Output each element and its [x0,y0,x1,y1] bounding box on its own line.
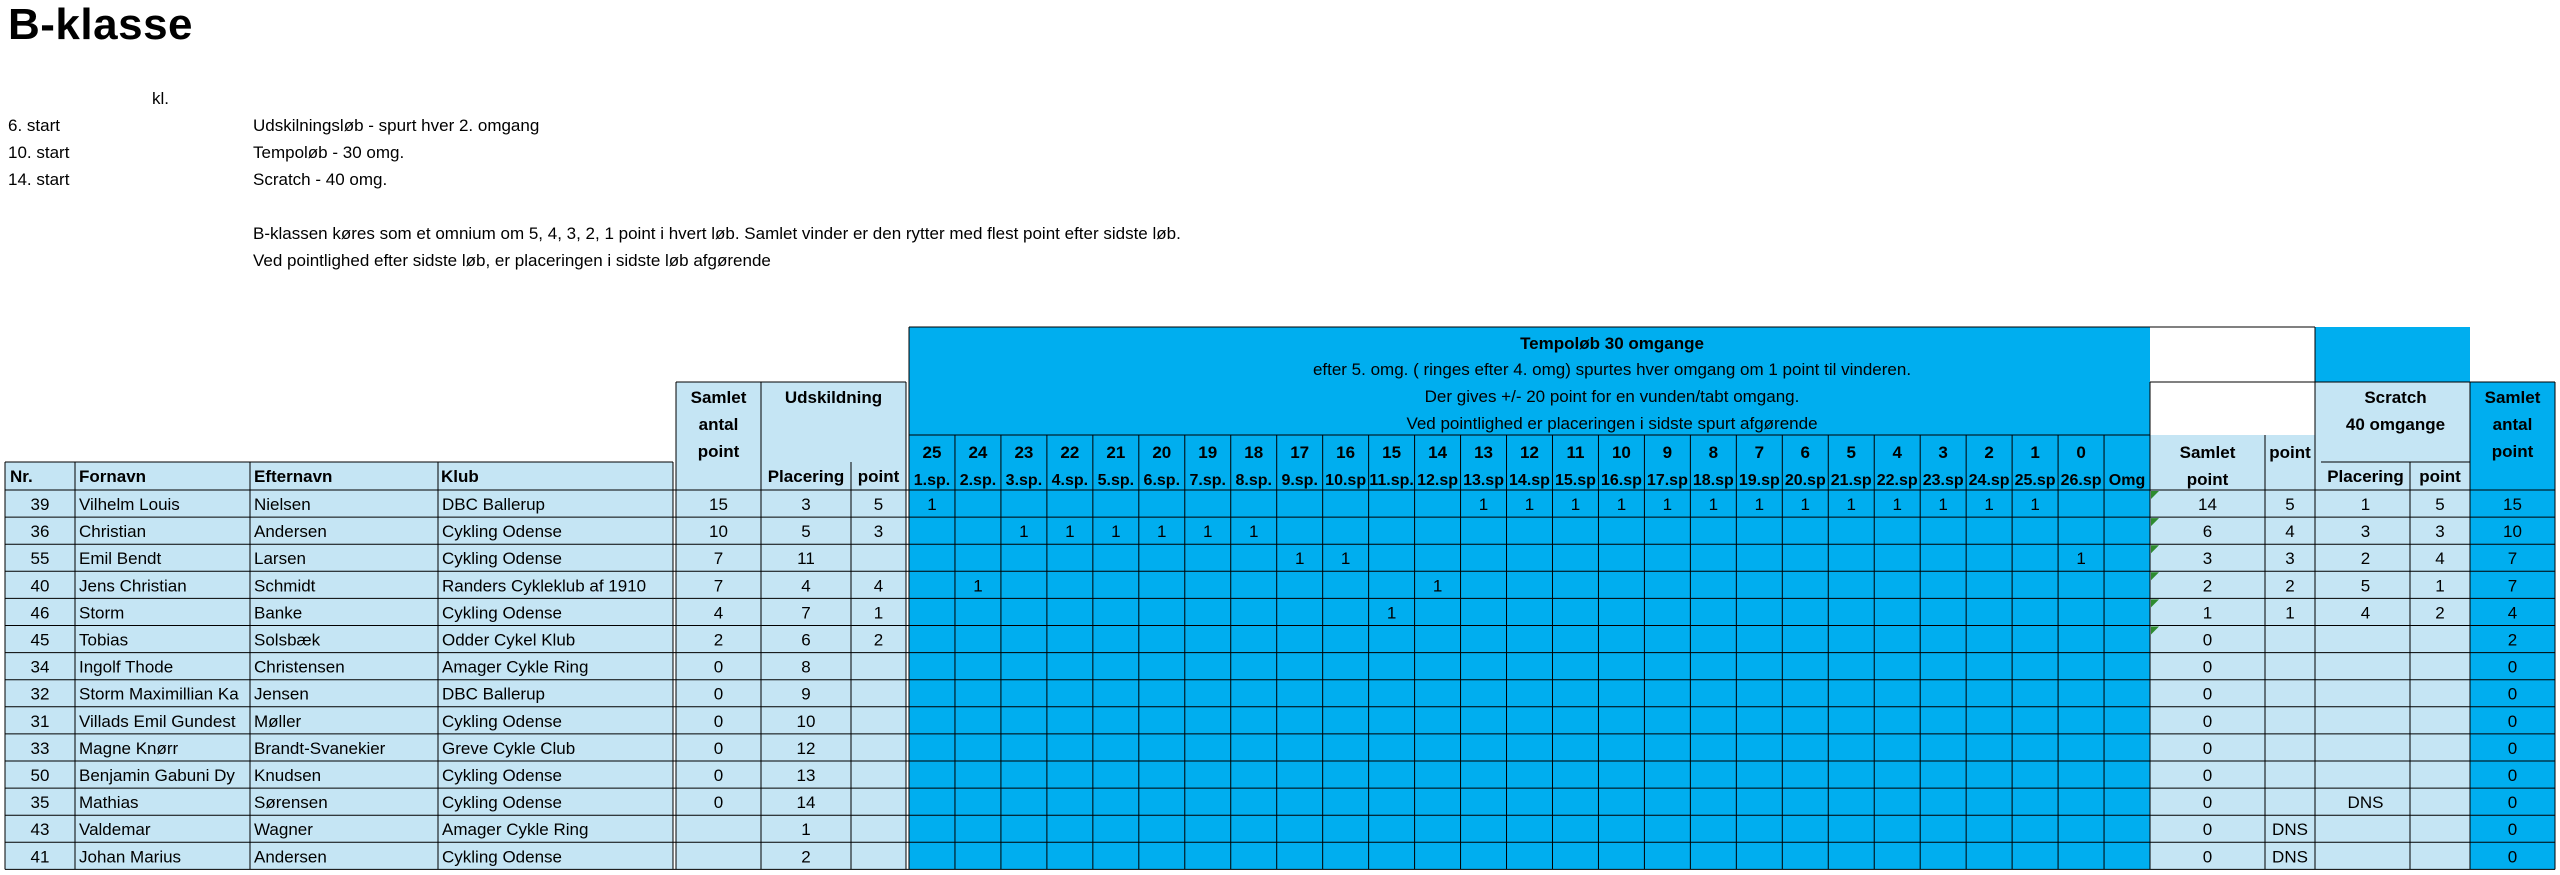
row-sprint-point: 1 [1570,495,1581,514]
row-efternavn: Andersen [254,522,327,542]
header-lap-number: 12 [1520,443,1539,462]
header-lap-number: 11 [1566,443,1585,462]
header-lap-number: 14 [1428,443,1448,462]
schedule-desc: Tempoløb - 30 omg. [253,143,405,162]
header-fornavn: Fornavn [79,467,147,486]
row-samlet: 0 [713,657,724,677]
row-sprint-point: 1 [1294,549,1305,569]
row-scratch-placering: 2 [2360,549,2371,569]
header-sprint: 15.sp [1555,472,1596,489]
header-sprint: 12.sp [1417,472,1459,489]
header-lap-number: 4 [1892,443,1902,462]
row-scratch-point: 4 [2435,549,2445,569]
header-samlet-antal-point: Samlet [690,388,747,407]
row-klub: Cykling Odense [442,766,563,785]
row-efternavn: Jensen [254,684,309,704]
sheet-title: B-klasse [8,0,194,49]
row-nr: 46 [30,603,50,623]
schedule-desc: Udskilningsløb - spurt hver 2. omgang [253,116,540,135]
row-sprint-point: 1 [1616,495,1627,514]
row-fornavn: Tobias [79,630,129,650]
row-ud-point: 2 [873,630,884,650]
row-nr: 43 [30,820,50,840]
row-nr: 55 [30,549,50,569]
row-klub: Cykling Odense [442,793,563,813]
tempo-top-fill [2315,327,2470,383]
row-nr: 32 [30,684,50,704]
header-sprint: 13.sp [1463,472,1504,489]
header-sprint: 16.sp [1600,472,1642,489]
row-nr: 41 [30,847,50,867]
header-nr: Nr. [10,467,33,486]
row-samlet: 0 [713,766,724,785]
row-tempo-point: 3 [2285,549,2295,569]
row-fornavn: Ingolf Thode [79,657,174,677]
row-nr: 36 [30,522,50,542]
header-tempo-point: point [2269,443,2311,462]
row-sprint-point: 1 [927,495,937,514]
header-tempo-title: Tempoløb 30 omgange [1520,334,1704,353]
row-tempo-samlet: 0 [2202,820,2213,840]
row-ud-placering: 2 [801,847,811,867]
row-tempo-samlet: 0 [2202,684,2213,704]
row-ud-placering: 3 [801,495,811,514]
header-udskildning: Udskildning [784,388,883,407]
row-sprint-point: 1 [1662,495,1673,514]
row-sprint-point: 1 [1478,495,1489,514]
header-sprint: 8.sp. [1235,472,1272,489]
row-tempo-point: 1 [2285,603,2295,623]
row-ud-placering: 7 [801,603,811,623]
row-sprint-point: 1 [1892,495,1902,514]
header-lap-number: 23 [1014,443,1034,462]
kl-label: kl. [152,89,169,108]
row-tempo-samlet: 14 [2198,495,2217,514]
row-ud-point: 4 [873,576,884,596]
row-fornavn: Benjamin Gabuni Dy [79,766,235,785]
row-total: 7 [2507,576,2518,596]
row-ud-placering: 10 [796,711,816,731]
header-lap-number: 6 [1800,443,1811,462]
row-fornavn: Johan Marius [79,847,182,867]
row-total: 7 [2507,549,2518,569]
header-sprint: 23.sp [1922,472,1964,489]
note-line: B-klassen køres som et omnium om 5, 4, 3, 2, 1 point i hvert løb. Samlet vinder er den rytter med flest point efter sidste løb. [253,224,1181,243]
row-fornavn: Emil Bendt [79,549,162,569]
row-tempo-samlet: 0 [2202,657,2213,677]
row-klub: Randers Cykleklub af 1910 [442,576,647,596]
header-lap-number: 10 [1611,443,1631,462]
row-sprint-point: 1 [1065,522,1075,542]
header-lap-number: 24 [968,443,988,462]
header-lap-number: 20 [1152,443,1172,462]
schedule-start: 6. start [8,116,60,135]
header-total-points: point [2491,442,2534,461]
row-scratch-placering: DNS [2347,793,2384,813]
row-fornavn: Vilhelm Louis [79,495,180,514]
row-efternavn: Schmidt [254,576,316,596]
header-lap-number: 21 [1106,443,1126,462]
row-nr: 35 [30,793,50,813]
row-total: 2 [2507,630,2518,650]
row-total: 4 [2507,603,2518,623]
row-tempo-samlet: 1 [2202,603,2213,623]
header-sprint: 5.sp. [1097,472,1135,489]
row-sprint-point: 1 [1248,522,1259,542]
header-lap-number: 22 [1060,443,1080,462]
header-lap-number: 16 [1336,443,1356,462]
row-ud-point: 5 [873,495,884,514]
schedule-start: 14. start [8,170,70,189]
header-sprint: 18.sp [1692,472,1734,489]
row-fornavn: Villads Emil Gundest [79,711,236,731]
header-tempo-samlet: point [2186,470,2229,489]
header-sprint: 17.sp [1646,472,1688,489]
row-tempo-point: DNS [2272,820,2308,840]
header-udskildning-point: point [857,467,900,486]
row-klub: DBC Ballerup [442,684,545,704]
row-nr: 50 [30,766,50,785]
header-scratch: 40 omgange [2345,415,2446,434]
row-efternavn: Christensen [254,657,345,677]
row-efternavn: Sørensen [254,793,328,813]
header-lap-number: 8 [1708,443,1719,462]
header-sprint: Omg [2108,472,2146,489]
header-sprint: 19.sp [1738,472,1780,489]
row-ud-placering: 12 [796,738,816,758]
header-total-points: Samlet [2484,388,2541,407]
header-sprint: 25.sp [2014,472,2056,489]
row-nr: 45 [30,630,50,650]
row-efternavn: Solsbæk [254,630,321,650]
header-sprint: 4.sp. [1051,472,1089,489]
row-fornavn: Storm [79,603,125,623]
row-klub: Amager Cykle Ring [442,820,589,840]
row-ud-placering: 11 [797,549,815,569]
row-total: 0 [2507,684,2518,704]
row-fornavn: Mathias [79,793,139,813]
row-scratch-placering: 3 [2360,522,2371,542]
row-fornavn: Jens Christian [79,576,187,596]
row-nr: 40 [30,576,50,596]
row-tempo-samlet: 0 [2202,630,2213,650]
row-sprint-point: 1 [1938,495,1948,514]
row-klub: Cykling Odense [442,847,563,867]
header-lap-number: 2 [1984,443,1994,462]
row-klub: Cykling Odense [442,522,563,542]
header-lap-number: 18 [1244,443,1264,462]
row-ud-point: 1 [873,603,884,623]
row-klub: Odder Cykel Klub [442,630,576,650]
header-sprint: 22.sp [1876,472,1918,489]
row-klub: DBC Ballerup [442,495,545,514]
row-nr: 39 [30,495,50,514]
row-ud-placering: 1 [801,820,811,840]
header-sprint: 26.sp [2060,472,2102,489]
header-sprint: 3.sp. [1005,472,1043,489]
row-sprint-point: 1 [1754,495,1765,514]
header-lap-number: 25 [922,443,942,462]
row-total: 0 [2507,820,2518,840]
header-lap-number: 13 [1474,443,1493,462]
row-fornavn: Magne Knørr [79,738,179,758]
header-lap-number: 1 [2030,443,2040,462]
header-tempo-line: Ved pointlighed er placeringen i sidste spurt afgørende [1406,414,1818,433]
row-sprint-point: 1 [1203,522,1213,542]
row-total: 0 [2507,766,2518,785]
row-nr: 31 [30,711,50,731]
header-sprint: 9.sp. [1281,472,1318,489]
row-ud-placering: 5 [801,522,811,542]
row-ud-placering: 14 [796,793,816,813]
row-efternavn: Wagner [254,820,313,840]
row-scratch-point: 1 [2435,576,2445,596]
header-lap-number: 19 [1198,443,1218,462]
header-lap-number: 7 [1754,443,1765,462]
row-efternavn: Nielsen [254,495,311,514]
row-total: 0 [2507,657,2518,677]
row-efternavn: Brandt-Svanekier [254,738,386,758]
row-ud-placering: 13 [796,766,816,785]
header-total-points: antal [2492,415,2533,434]
header-sprint: 7.sp. [1189,472,1226,489]
header-scratch-placering: Placering [2327,467,2404,486]
row-sprint-point: 1 [1157,522,1167,542]
row-sprint-point: 1 [1984,495,1994,514]
header-scratch: Scratch [2364,388,2427,407]
header-lap-number: 9 [1662,443,1673,462]
row-sprint-point: 1 [1708,495,1719,514]
row-samlet: 7 [713,576,724,596]
row-scratch-point: 3 [2435,522,2445,542]
row-tempo-samlet: 0 [2202,793,2213,813]
header-sprint: 10.sp [1325,472,1367,489]
header-sprint: 1.sp. [913,472,951,489]
row-samlet: 0 [713,684,724,704]
row-total: 0 [2507,793,2518,813]
row-total: 10 [2503,522,2522,542]
row-samlet: 10 [709,522,728,542]
row-total: 15 [2503,495,2522,514]
row-ud-placering: 6 [801,630,811,650]
row-sprint-point: 1 [1524,495,1535,514]
row-fornavn: Storm Maximillian Ka [79,684,239,704]
row-samlet: 0 [713,738,724,758]
row-samlet: 0 [713,711,724,731]
row-sprint-point: 1 [1386,603,1397,623]
header-sprint: 24.sp [1968,472,2010,489]
row-tempo-point: 5 [2285,495,2295,514]
row-ud-point: 3 [873,522,884,542]
header-sprint: 21.sp [1830,472,1872,489]
row-samlet: 15 [709,495,728,514]
row-ud-placering: 9 [801,684,811,704]
row-efternavn: Møller [254,711,302,731]
row-samlet: 4 [713,603,724,623]
row-tempo-samlet: 0 [2202,847,2213,867]
header-efternavn: Efternavn [254,467,333,486]
header-samlet-antal-point: antal [698,415,739,434]
row-efternavn: Larsen [254,549,306,569]
header-lap-number: 5 [1846,443,1856,462]
row-sprint-point: 1 [1846,495,1856,514]
row-sprint-point: 1 [1432,576,1443,596]
header-udskildning-placering: Placering [767,467,845,486]
row-scratch-point: 2 [2435,603,2445,623]
schedule-desc: Scratch - 40 omg. [253,170,388,189]
row-tempo-samlet: 0 [2202,738,2213,758]
row-sprint-point: 1 [1800,495,1811,514]
row-total: 0 [2507,711,2518,731]
row-tempo-samlet: 0 [2202,711,2213,731]
row-sprint-point: 1 [1019,522,1029,542]
row-tempo-point: 4 [2285,522,2295,542]
row-samlet: 2 [713,630,724,650]
header-lap-number: 3 [1938,443,1948,462]
row-scratch-placering: 1 [2360,495,2371,514]
row-sprint-point: 1 [2076,549,2086,569]
header-tempo-line: Der gives +/- 20 point for en vunden/tabt omgang. [1424,387,1800,406]
row-tempo-samlet: 6 [2202,522,2213,542]
header-lap-number: 15 [1382,443,1402,462]
header-lap-number: 0 [2076,443,2086,462]
row-tempo-point: DNS [2272,847,2308,867]
row-efternavn: Andersen [254,847,327,867]
row-tempo-samlet: 3 [2202,549,2213,569]
header-tempo-line: efter 5. omg. ( ringes efter 4. omg) spurtes hver omgang om 1 point til vinderen. [1312,360,1912,379]
row-sprint-point: 1 [2030,495,2040,514]
row-nr: 33 [30,738,50,758]
header-sprint: 11.sp. [1369,472,1414,489]
header-sprint: 20.sp [1784,472,1826,489]
row-nr: 34 [30,657,50,677]
row-klub: Amager Cykle Ring [442,657,589,677]
row-tempo-samlet: 2 [2202,576,2213,596]
row-samlet: 0 [713,793,724,813]
note-line: Ved pointlighed efter sidste løb, er placeringen i sidste løb afgørende [253,251,771,270]
header-sprint: 2.sp. [959,472,997,489]
header-sprint: 14.sp [1509,472,1550,489]
row-klub: Cykling Odense [442,711,563,731]
row-tempo-point: 2 [2285,576,2295,596]
row-klub: Cykling Odense [442,603,563,623]
row-sprint-point: 1 [973,576,983,596]
row-fornavn: Christian [79,522,147,542]
row-samlet: 7 [713,549,724,569]
header-tempo-samlet: Samlet [2179,443,2236,462]
row-scratch-placering: 4 [2360,603,2371,623]
row-tempo-samlet: 0 [2202,766,2213,785]
header-klub: Klub [441,467,479,486]
header-scratch-point: point [2419,467,2461,486]
row-sprint-point: 1 [1340,549,1351,569]
row-efternavn: Banke [254,603,303,623]
header-sprint: 6.sp. [1143,472,1181,489]
row-efternavn: Knudsen [254,766,322,785]
row-scratch-point: 5 [2435,495,2445,514]
header-lap-number: 17 [1290,443,1310,462]
row-total: 0 [2507,738,2518,758]
row-klub: Greve Cykle Club [442,738,576,758]
header-samlet-antal-point: point [697,442,740,461]
row-ud-placering: 8 [801,657,811,677]
row-total: 0 [2507,847,2518,867]
row-fornavn: Valdemar [79,820,151,840]
row-scratch-placering: 5 [2360,576,2371,596]
schedule-start: 10. start [8,143,70,162]
row-klub: Cykling Odense [442,549,563,569]
row-ud-placering: 4 [801,576,811,596]
row-sprint-point: 1 [1111,522,1121,542]
